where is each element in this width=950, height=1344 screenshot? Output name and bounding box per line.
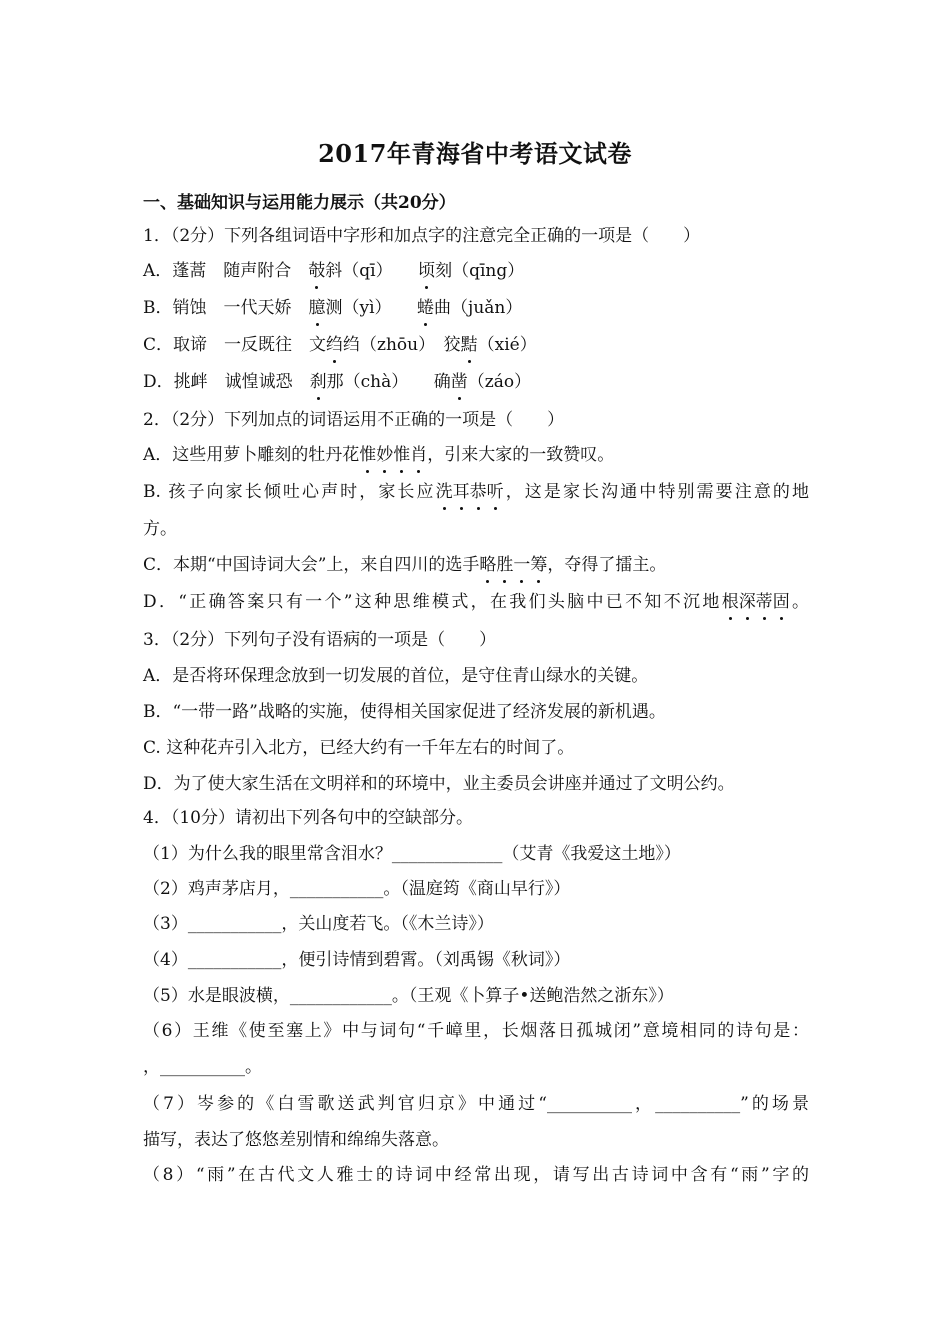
q4-item-2: （2）鸡声茅店月，___________。（温庭筠《商山早行》）: [143, 879, 571, 899]
page-title: 2017年青海省中考语文试卷: [318, 139, 632, 168]
q3-option-b: B．“一带一路”战略的实施，使得相关国家促进了经济发展的新机遇。: [143, 702, 666, 722]
q4-item-7-continued: 描写，表达了悠悠差别情和绵绵失落意。: [143, 1130, 449, 1150]
question-2-stem: 2．（2分）下列加点的词语运用不正确的一项是（ ）: [143, 410, 565, 430]
q1-option-c: C．取谛 一反既往 文绉绉（zhōu） 狡黠（xié）: [143, 335, 537, 355]
q2-option-a: A．这些用萝卜雕刻的牡丹花惟妙惟肖，引来大家的一致赞叹。: [143, 445, 615, 465]
q2-option-b: B. 孩子向家长倾吐心声时，家长应洗耳恭听，这是家长沟通中特别需要注意的地: [143, 482, 809, 502]
question-1-stem: 1．（2分）下列各组词语中字形和加点字的注意完全正确的一项是（ ）: [143, 226, 701, 246]
q2-option-d: D．“正确答案只有一个”这种思维模式，在我们头脑中已不知不沉地根深蒂固。: [143, 592, 809, 612]
q1-option-b: B．销蚀 一代天娇 臆测（yì） 蜷曲（juǎn）: [143, 298, 523, 318]
q4-item-8: （8）“雨”在古代文人雅士的诗词中经常出现，请写出古诗词中含有“雨”字的: [143, 1165, 809, 1185]
q4-item-6-continued: ，__________。: [143, 1057, 262, 1077]
q1-option-d: D．挑衅 诚惶诚恐 刹那（chà） 确凿（záo）: [143, 372, 532, 392]
q4-item-4: （4）___________，便引诗情到碧霄。（刘禹锡《秋词》）: [143, 950, 571, 970]
q4-item-5: （5）水是眼波横，____________。（王观《卜算子•送鲍浩然之浙东》）: [143, 986, 674, 1006]
q3-option-d: D．为了使大家生活在文明祥和的环境中，业主委员会讲座并通过了文明公约。: [143, 774, 735, 794]
q2-option-c: C．本期“中国诗词大会”上，来自四川的选手略胜一筹，夺得了擂主。: [143, 555, 667, 575]
q4-item-7: （7）岑参的《白雪歌送武判官归京》中通过“__________，__________”的场景: [143, 1094, 809, 1114]
section-heading: 一、基础知识与运用能力展示（共20分）: [143, 193, 456, 213]
q3-option-a: A．是否将环保理念放到一切发展的首位，是守住青山绿水的关键。: [143, 666, 649, 686]
question-3-stem: 3．（2分）下列句子没有语病的一项是（ ）: [143, 630, 497, 650]
q4-item-1: （1）为什么我的眼里常含泪水？_____________（艾青《我爱这土地》）: [143, 844, 681, 864]
question-4-stem: 4．（10分）请初出下列各句中的空缺部分。: [143, 808, 473, 828]
q4-item-3: （3）___________，关山度若飞。（《木兰诗》）: [143, 914, 494, 934]
q4-item-6: （6）王维《使至塞上》中与词句“千嶂里，长烟落日孤城闭”意境相同的诗句是：: [143, 1021, 809, 1041]
q1-option-a: A．蓬蒿 随声附合 攲斜（qī） 顷刻（qīng）: [143, 261, 525, 281]
q3-option-c: C. 这种花卉引入北方，已经大约有一千年左右的时间了。: [143, 738, 575, 758]
q2-option-b-continued: 方。: [143, 519, 177, 539]
